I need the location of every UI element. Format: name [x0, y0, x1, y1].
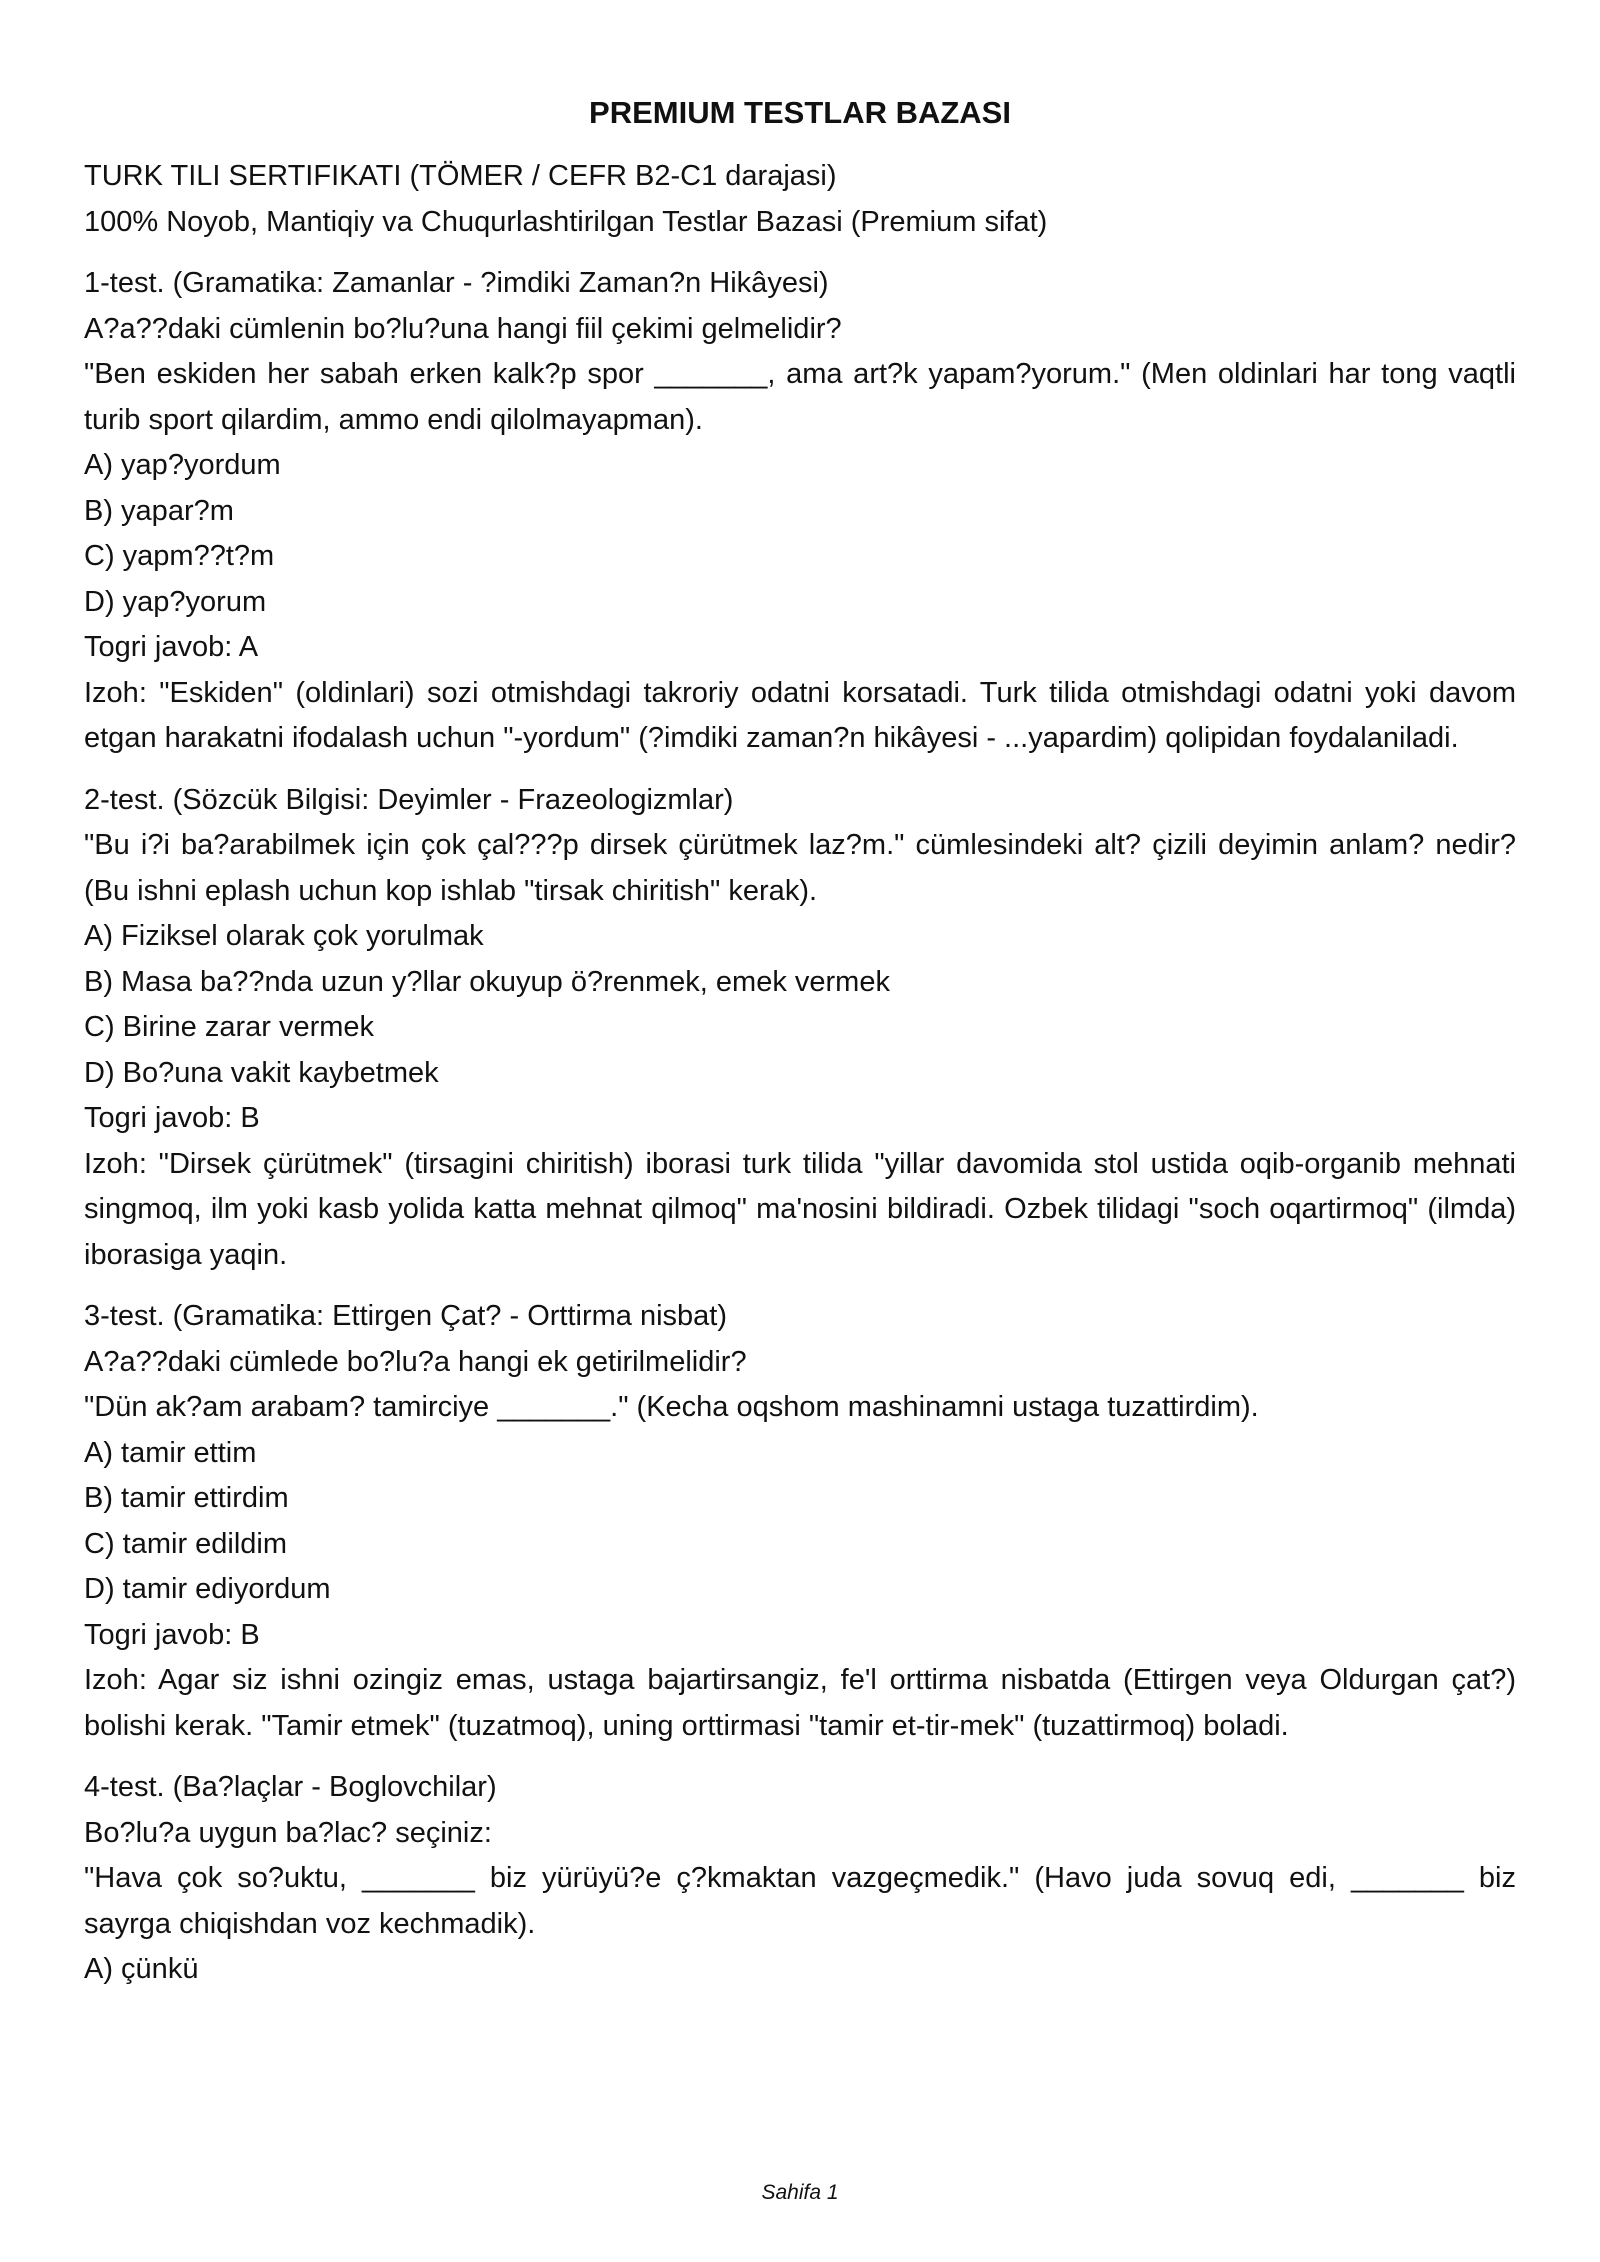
- test-question: "Ben eskiden her sabah erken kalk?p spor _______, ama art?k yapam?yorum." (Men oldinlari har tong vaqtli turib sport qilardim, ammo endi qilolmayapman).: [84, 358, 1516, 436]
- test-block-3: [84, 1294, 1516, 1749]
- answer-explanation: Izoh: "Dirsek çürütmek" (tirsagini chiritish) iborasi turk tilida "yillar davomida stol ustida oqib-organib mehnati singmoq, ilm yoki kasb yolida katta mehnat qilmoq" ma'nosini bildiradi. Ozbek tilidagi "soch oqartirmoq" (ilmda) iborasiga yaqin.: [84, 1147, 1516, 1271]
- test-heading: 1-test. (Gramatika: Zamanlar - ?imdiki Zaman?n Hikâyesi): [84, 267, 829, 299]
- answer-option-d: D) tamir ediyordum: [84, 1573, 331, 1605]
- test-instruction: A?a??daki cümlede bo?lu?a hangi ek getirilmelidir?: [84, 1345, 747, 1378]
- document-intro: [84, 154, 1516, 245]
- test-block-4: [84, 1765, 1516, 1993]
- test-block-1: [84, 261, 1516, 762]
- test-heading: 3-test. (Gramatika: Ettirgen Çat? - Orttirma nisbat): [84, 1300, 728, 1332]
- test-instruction: Bo?lu?a uygun ba?lac? seçiniz:: [84, 1816, 492, 1849]
- test-heading: 4-test. (Ba?laçlar - Boglovchilar): [84, 1771, 497, 1803]
- document-title: PREMIUM TESTLAR BAZASI: [589, 95, 1011, 130]
- correct-answer: Togri javob: B: [84, 1618, 260, 1651]
- answer-option-c: C) tamir edildim: [84, 1527, 288, 1560]
- answer-option-c: C) yapm??t?m: [84, 540, 275, 572]
- answer-option-b: B) yapar?m: [84, 494, 234, 527]
- test-question: "Dün ak?am arabam? tamirciye _______." (Kecha oqshom mashinamni ustaga tuzattirdim).: [84, 1391, 1259, 1423]
- answer-option-a: A) çünkü: [84, 1953, 199, 1985]
- answer-option-b: B) tamir ettirdim: [84, 1482, 289, 1514]
- answer-option-d: D) yap?yorum: [84, 585, 267, 618]
- answer-explanation: Izoh: "Eskiden" (oldinlari) sozi otmishdagi takroriy odatni korsatadi. Turk tilida otmishdagi odatni yoki davom etgan harakatni ifodalash uchun "-yordum" (?imdiki zaman?n hikâyesi - ...yapardim) qolipidan foydalaniladi.: [84, 676, 1516, 754]
- test-question: "Hava çok so?uktu, _______ biz yürüyü?e ç?kmaktan vazgeçmedik." (Havo juda sovuq edi, _______ biz sayrga chiqishdan voz kechmadik).: [84, 1862, 1516, 1940]
- test-question: "Bu i?i ba?arabilmek için çok çal???p dirsek çürütmek laz?m." cümlesindeki alt? çizili deyimin anlam? nedir? (Bu ishni eplash uchun kop ishlab "tirsak chiritish" kerak).: [84, 829, 1516, 907]
- page-number-footer: Sahifa 1: [761, 2181, 839, 2204]
- test-instruction: A?a??daki cümlenin bo?lu?una hangi fiil çekimi gelmelidir?: [84, 312, 842, 345]
- answer-option-d: D) Bo?una vakit kaybetmek: [84, 1056, 439, 1089]
- answer-explanation: Izoh: Agar siz ishni ozingiz emas, ustaga bajartirsangiz, fe'l orttirma nisbatda (Ettirgen veya Oldurgan çat?) bolishi kerak. "Tamir etmek" (tuzatmoq), uning orttirmasi "tamir et-tir-mek" (tuzattirmoq) boladi.: [84, 1664, 1516, 1742]
- answer-option-a: A) Fiziksel olarak çok yorulmak: [84, 920, 484, 952]
- database-subtitle: 100% Noyob, Mantiqiy va Chuqurlashtirilgan Testlar Bazasi (Premium sifat): [84, 205, 1048, 238]
- certificate-subtitle: TURK TILI SERTIFIKATI (TÖMER / CEFR B2-C1 darajasi): [84, 160, 837, 192]
- answer-option-a: A) yap?yordum: [84, 449, 281, 481]
- correct-answer: Togri javob: B: [84, 1102, 260, 1134]
- answer-option-b: B) Masa ba??nda uzun y?llar okuyup ö?renmek, emek vermek: [84, 965, 890, 998]
- answer-option-c: C) Birine zarar vermek: [84, 1011, 375, 1043]
- answer-option-a: A) tamir ettim: [84, 1436, 257, 1469]
- correct-answer: Togri javob: A: [84, 631, 259, 663]
- test-heading: 2-test. (Sözcük Bilgisi: Deyimler - Frazeologizmlar): [84, 783, 734, 816]
- test-block-2: [84, 778, 1516, 1279]
